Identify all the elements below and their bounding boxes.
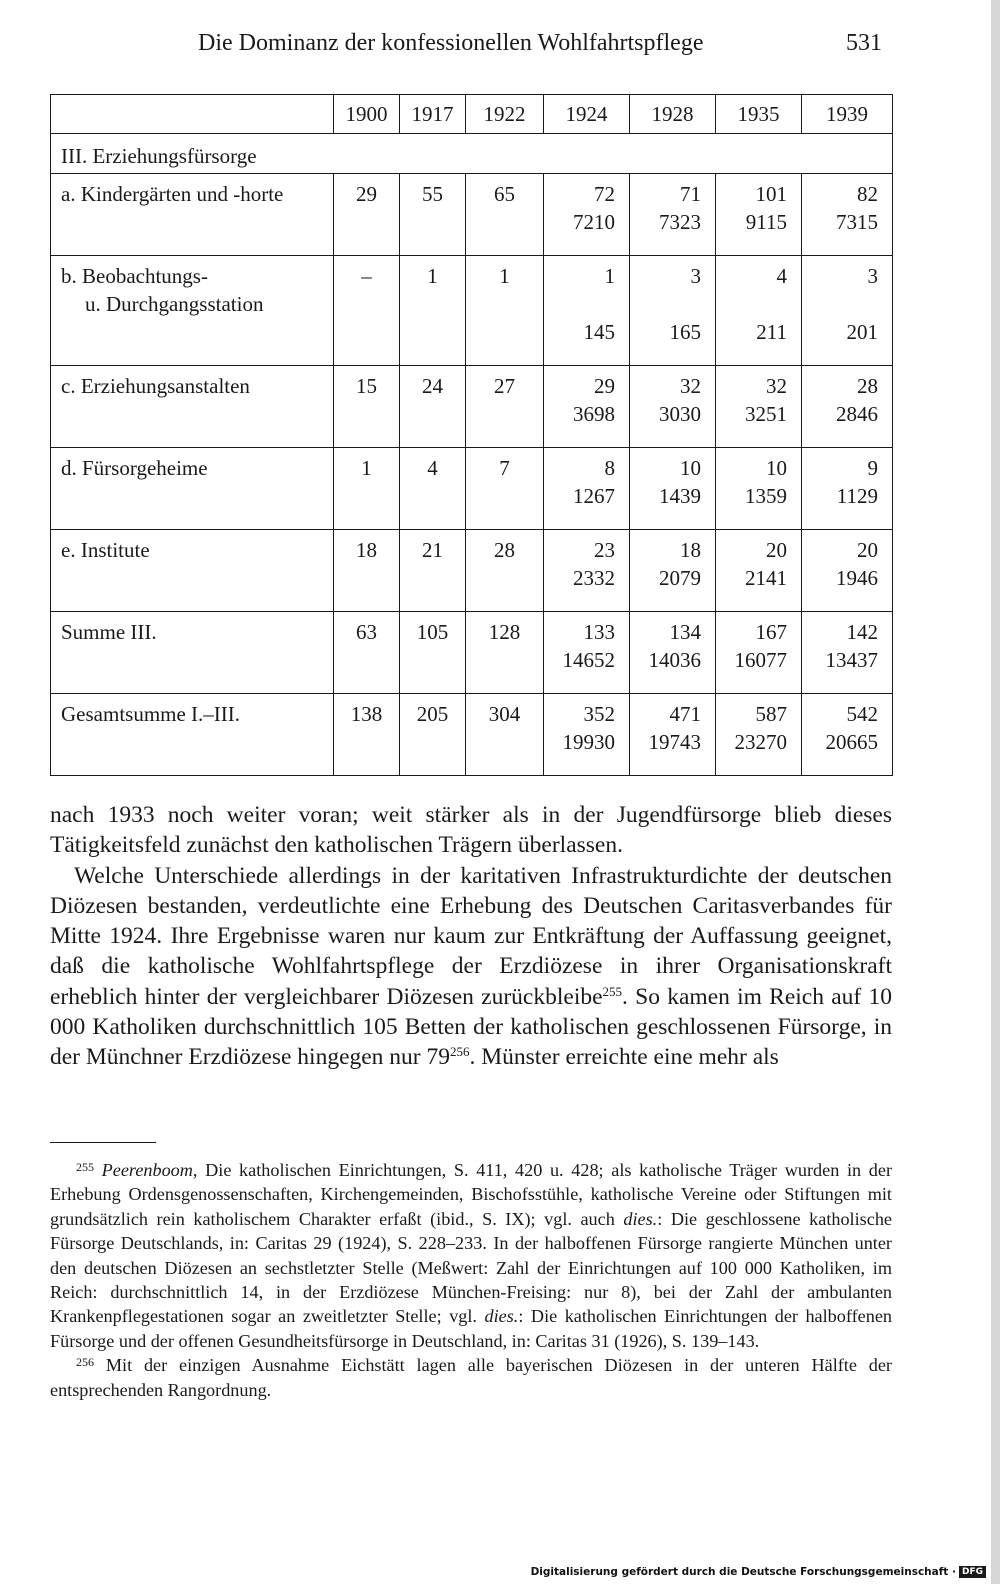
year-header: 1939 (802, 95, 893, 134)
table-cell: 65 (466, 174, 544, 256)
header-corner-cell (51, 95, 334, 134)
row-label: b. Beobachtungs- u. Durchgangsstation (51, 256, 334, 366)
table-cell: 3 201 (802, 256, 893, 366)
footnotes (50, 1158, 892, 1402)
row-label: c. Erziehungsanstalten (51, 366, 334, 448)
table-cell: 32 3251 (716, 366, 802, 448)
table-cell: 20 1946 (802, 530, 893, 612)
table-cell: 587 23270 (716, 694, 802, 776)
table-row (51, 366, 893, 448)
year-header: 1928 (630, 95, 716, 134)
table-cell: – (334, 256, 400, 366)
table-cell: 29 3698 (544, 366, 630, 448)
year-header: 1900 (334, 95, 400, 134)
table-cell: 32 3030 (630, 366, 716, 448)
table-cell: 29 (334, 174, 400, 256)
table-cell: 4 211 (716, 256, 802, 366)
table-cell: 23 2332 (544, 530, 630, 612)
statistics-table (50, 94, 893, 776)
table-cell: 133 14652 (544, 612, 630, 694)
page-number: 531 (846, 30, 882, 56)
row-label: Summe III. (51, 612, 334, 694)
running-header (198, 26, 882, 62)
row-label: e. Institute (51, 530, 334, 612)
table-cell: 205 (400, 694, 466, 776)
table-cell: 105 (400, 612, 466, 694)
table-row (51, 530, 893, 612)
table-row (51, 694, 893, 776)
table-cell: 71 7323 (630, 174, 716, 256)
page-edge (991, 0, 1000, 1584)
table-row (51, 174, 893, 256)
year-header: 1917 (400, 95, 466, 134)
table-row (51, 612, 893, 694)
table-row (51, 256, 893, 366)
table-cell: 128 (466, 612, 544, 694)
table-cell: 3 165 (630, 256, 716, 366)
table-cell: 28 (466, 530, 544, 612)
footnote-rule (50, 1142, 156, 1143)
table-cell: 21 (400, 530, 466, 612)
table-cell: 9 1129 (802, 448, 893, 530)
table-cell: 28 2846 (802, 366, 893, 448)
row-label: a. Kindergärten und -horte (51, 174, 334, 256)
table-cell: 138 (334, 694, 400, 776)
table-cell: 18 (334, 530, 400, 612)
table-cell: 471 19743 (630, 694, 716, 776)
table-cell: 20 2141 (716, 530, 802, 612)
table-row (51, 448, 893, 530)
dfg-logo: DFG (959, 1566, 986, 1578)
footnote-256: $^{256}$ Mit der einzigen Ausnahme Eichstätt lagen alle bayerischen Diözesen in der unteren Hälfte der entsprechenden Rangordnung. (50, 1355, 892, 1400)
table-cell: 8 1267 (544, 448, 630, 530)
table-cell: 542 20665 (802, 694, 893, 776)
table-cell: 7 (466, 448, 544, 530)
table-cell: 24 (400, 366, 466, 448)
row-label: Gesamtsumme I.–III. (51, 694, 334, 776)
year-header: 1935 (716, 95, 802, 134)
table-cell: 10 1439 (630, 448, 716, 530)
table-cell: 167 16077 (716, 612, 802, 694)
paragraph: nach 1933 noch weiter voran; weit stärker als in der Jugendfürsorge blieb dieses Tätigkeitsfeld zunächst den katholischen Trägern überlassen. (50, 802, 892, 859)
table-cell: 27 (466, 366, 544, 448)
table-cell: 10 1359 (716, 448, 802, 530)
year-header: 1922 (466, 95, 544, 134)
table-cell: 4 (400, 448, 466, 530)
table-cell: 1 (334, 448, 400, 530)
table-cell: 101 9115 (716, 174, 802, 256)
footnote-ref: 256 (450, 1044, 470, 1060)
section-row (51, 134, 893, 174)
digitization-credit: Digitalisierung gefördert durch die Deutsche Forschungsgemeinschaft · DFG (531, 1566, 986, 1578)
table-cell: 304 (466, 694, 544, 776)
table-cell: 1 145 (544, 256, 630, 366)
table-cell: 15 (334, 366, 400, 448)
table-cell: 18 2079 (630, 530, 716, 612)
footnote-255: $^{255}$ Peerenboom, Die katholischen Einrichtungen, S. 411, 420 u. 428; als katholische Träger wurden in der Erhebung Ordensgenossenschaften, Kirchengemeinden, Bischofsstühle, katholische Vereine oder Stiftungen mit grundsätzlich rein katholischem Charakter erfaßt (ibid., S. IX); vgl. auch dies.: Die geschlossene katholische Fürsorge Deutschlands, in: Caritas 29 (1924), S. 228–233. In der halboffenen Fürsorge rangierte München unter den deutschen Diözesen an sechstletzter Stelle (Meßwert: Zahl der Einrichtungen auf 100 000 Katholiken, im Reich: durchschnittlich 14, in der Erzdiözese München-Freising: nur 8), bei der Zahl der ambulanten Krankenpflegestationen sogar an zweitletzter Stelle; vgl. dies.: Die katholischen Einrichtungen der halboffenen Fürsorge und der offenen Gesundheitsfürsorge in Deutschland, in: Caritas 31 (1926), S. 139–143. (50, 1160, 893, 1351)
year-header: 1924 (544, 95, 630, 134)
table-cell: 63 (334, 612, 400, 694)
paragraph: Welche Unterschiede allerdings in der karitativen Infrastrukturdichte der deutschen Diözesen bestanden, verdeutlichte eine Erhebung des Deutschen Caritasverbandes für Mitte 1924. Ihre Ergebnisse waren nur kaum zur Entkräftung der Auffassung geeignet, daß die katholische Wohlfahrtspflege der Erzdiözese in ihrer Organisationskraft erheblich hinter der vergleichbarer Diözesen zurückbleibe$^{255}$. So kamen im Reich auf 10 000 Katholiken durchschnittlich 105 Betten der katholischen geschlossenen Fürsorge, in der Münchner Erzdiözese hingegen nur $79^{256}$. Münster erreichte eine mehr als (50, 862, 892, 1071)
section-title: III. Erziehungsfürsorge (51, 134, 893, 174)
running-title: Die Dominanz der konfessionellen Wohlfahrtspflege (198, 30, 704, 56)
table-cell: 1 (400, 256, 466, 366)
footnote-ref: 255 (602, 983, 623, 999)
table-cell: 1 (466, 256, 544, 366)
table-cell: 72 7210 (544, 174, 630, 256)
table-cell: 134 14036 (630, 612, 716, 694)
table-header-row (51, 95, 893, 134)
table-cell: 352 19930 (544, 694, 630, 776)
table-cell: 82 7315 (802, 174, 893, 256)
body-text (50, 800, 892, 1073)
table-cell: 142 13437 (802, 612, 893, 694)
row-label: d. Fürsorgeheime (51, 448, 334, 530)
table-cell: 55 (400, 174, 466, 256)
